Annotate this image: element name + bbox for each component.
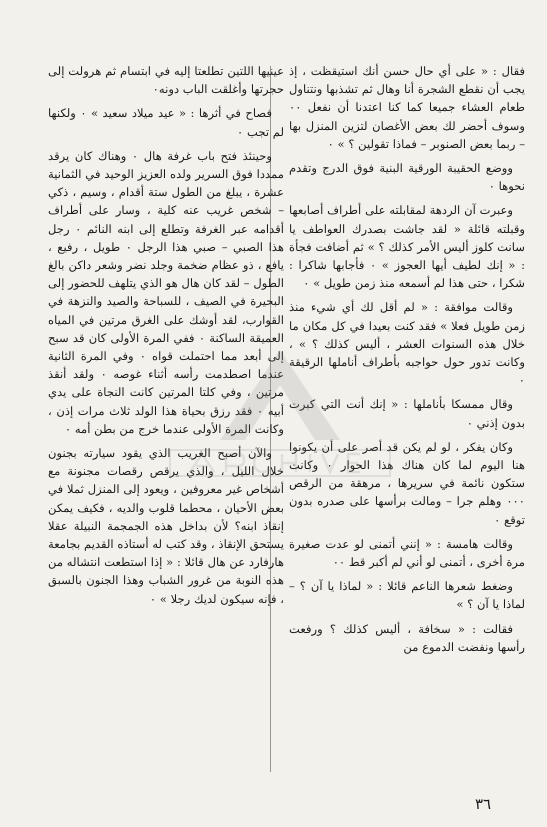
paragraph: وقال ممسكا بأناملها : « إنك أنت التي كبرت بدون إذني ٠ <box>289 397 525 430</box>
left-column <box>48 62 284 614</box>
paragraph: فصاح في أثرها : « عيد ميلاد سعيد » ٠ ولكنها لم تجب ٠ <box>48 106 284 139</box>
right-column <box>289 62 525 662</box>
paragraph: وعبرت آن الردهة لمقابلته على أطراف أصابعها وقبلته قائلة « لقد جاشت بصدرك العواطف يا سانت كلوز أليس الأمر كذلك ؟ » ثم أضافت فجأة : « إنك لطيف أيها العجوز » ٠ فأجابها شاكرا : شكرا ، حتى هذا لم أسمعه منذ زمن طويل » ٠ <box>289 203 525 291</box>
paragraph: فقالت : « سخافة ، أليس كذلك ؟ ورفعت رأسها ونفضت الدموع من <box>289 621 525 654</box>
paragraph: والآن أصبح الغريب الذي يقود سيارته بجنون خلال الليل ، والذي يرقص رقصات مجنونة مع أشخاص غير معروفين ، ويعود إلى المنزل ثملا في بعض الأحيان ، محطما قلوب والديه ، فكيف يمكن إنقاذ ابنه؟ لأن بداخل هذه الجمجمة النبيلة عقلا يستحق الإنقاذ ، وقد كتب له أستاذه القديم بجامعة هارفارد عن هال قائلا : « إذا استطعت انتشاله من هذه النوبة من غرور الشباب وهذا الجنون بالسبق ، فإنه سيكون لديك رجلا » ٠ <box>48 446 284 606</box>
page-number: ٣٦ <box>475 795 492 813</box>
paragraph: ووضع الحقيبة الورقية البنية فوق الدرج وتقدم نحوها ٠ <box>289 161 525 194</box>
paragraph: فقال : « على أي حال حسن أنك استيقظت ، إذ يجب أن نقطع الشجرة أنا وهال ثم تشذبها ونتناول طعام العشاء جميعا كما كنا اعتدنا أن نفعل ٠٠ وسوف أحضر لك بعض الأغصان لتزين المنزل بها – ربما بعض الصنوبر – فماذا تقولين ؟ » ٠ <box>289 64 525 151</box>
paragraph: وقالت موافقة : « لم أقل لك أي شيء منذ زمن طويل فعلا » فقد كنت بعيدا في كل مكان ما خلال هذه السنوات العشر ، أليس كذلك ؟ » ، وكانت تدور حول حواجبه بأطراف أناملها الرقيقة ٠ <box>289 300 525 388</box>
paragraph: وكان يفكر ، لو لم يكن قد أصر على أن يكونوا هنا اليوم لما كان هناك هذا الحوار ٠ وكانت ستكون نائمة في سريرها ، مرهقة من الرقص ٠٠٠ وهلم جرا – ومالت برأسها على صدره بدون توقع ٠ <box>289 439 525 527</box>
paragraph: وضغط شعرها الناعم قائلا : « لماذا يا آن ؟ – لماذا يا آن ؟ » <box>289 579 525 612</box>
paragraph: عينيها اللتين تطلعتا إليه في ابتسام ثم هرولت إلى حجرتها وأغلقت الباب دونه٠ <box>48 64 284 97</box>
paragraph: وقالت هامسة : « إنني أتمنى لو عدت صغيرة مرة أخرى ، أتمنى لو أني لم أكبر قط ٠٠ <box>289 536 525 570</box>
paragraph: وحينئذ فتح باب غرفة هال ٠ وهناك كان يرقد ممددا فوق السرير ولده العزيز الوحيد في الثمانية عشرة ، يبلغ من الطول ستة أقدام ، وسيم ، ذكي – شخص غريب عنه كلية ، وسار على أطراف أقدامه عبر الغرفة وتطلع إلى ابنه النائم ٠ رجل هذا الصبي – صبي هذا الرجل ٠ طويل ، رفيع ، يافع ، ذو عظام ضخمة وجلد نضر وشعر داكن بالغ الطول – لقد كان هال هو الذي يتلهف للحضور إلى البحيرة في الصيف ، للسباحة والصيد والنزهة في القوارب، لقد أوشك على الغرق مرتين في المياه العميقة الساكنة ٠ ففي المرة الأولى كان قد سبح إلى أبعد مما احتملت قواه ٠ وفي المرة الثانية عندما اصطدمت رأسه أثناء غوصه ٠ ولقد أنقذ مرتين ، وفي كلتا المرتين كانت النجاة على يدي أبيه ٠ فقد رزق بحياة هذا الولد ثلاث مرات إذن ، وكانت المرة الأولى عندما خرج من بطن أمه ٠ <box>48 148 284 436</box>
